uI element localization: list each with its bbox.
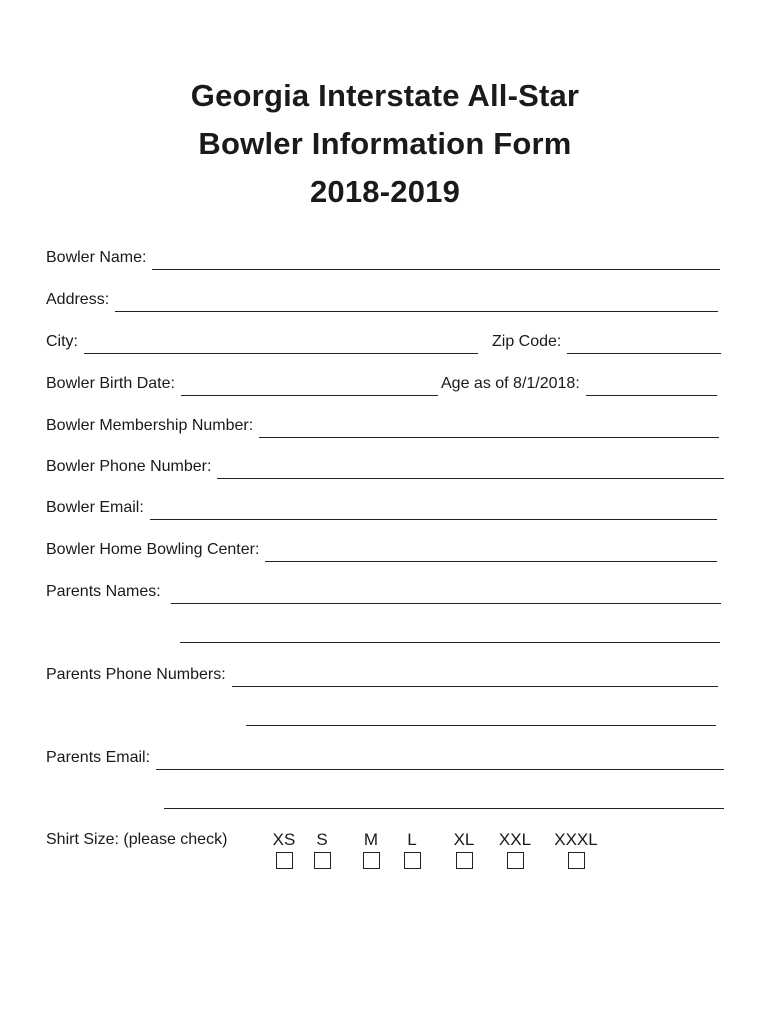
parents-phone-row [46, 663, 718, 687]
birth-date-field[interactable] [181, 374, 438, 396]
address-label: Address: [46, 291, 110, 308]
parents-email-label: Parents Email: [46, 749, 151, 766]
parents-names-field[interactable] [171, 582, 721, 604]
shirt-size-option-l [392, 829, 432, 869]
age-label: Age as of 8/1/2018: [441, 375, 580, 392]
shirt-size-option-xl [444, 829, 484, 869]
shirt-size-l-label: L [407, 830, 417, 849]
shirt-size-xxl-checkbox[interactable] [507, 852, 524, 869]
shirt-size-xl-label: XL [453, 830, 475, 849]
shirt-size-option-xxxl [548, 829, 604, 869]
parents-phone-field-line-2[interactable] [246, 704, 716, 726]
membership-number-label: Bowler Membership Number: [46, 417, 254, 434]
shirt-size-xxl-label: XXL [498, 830, 532, 849]
title-line-2: Bowler Information Form [198, 126, 572, 161]
city-field[interactable] [84, 332, 478, 354]
shirt-size-option-m [351, 829, 391, 869]
bowler-name-label: Bowler Name: [46, 249, 147, 266]
shirt-size-option-s [302, 829, 342, 869]
address-row [46, 288, 718, 312]
home-center-label: Bowler Home Bowling Center: [46, 541, 260, 558]
zip-code-row [492, 330, 721, 354]
email-row [46, 496, 717, 520]
shirt-size-option-xxl [495, 829, 535, 869]
parents-email-field-line-2[interactable] [164, 787, 724, 809]
home-center-field[interactable] [265, 540, 717, 562]
age-row [441, 372, 717, 396]
parents-names-row [46, 580, 721, 604]
parents-names-field-line-2[interactable] [180, 621, 720, 643]
shirt-size-xl-checkbox[interactable] [456, 852, 473, 869]
shirt-size-xxxl-label: XXXL [554, 830, 598, 849]
bowler-name-row [46, 246, 720, 270]
bowler-name-field[interactable] [152, 248, 720, 270]
shirt-size-s-label: S [316, 830, 328, 849]
phone-number-label: Bowler Phone Number: [46, 458, 212, 475]
city-label: City: [46, 333, 78, 350]
email-label: Bowler Email: [46, 499, 144, 516]
parents-names-label: Parents Names: [46, 583, 161, 600]
age-field[interactable] [586, 374, 717, 396]
parents-phone-field[interactable] [232, 665, 718, 687]
membership-number-field[interactable] [259, 416, 719, 438]
birth-date-label: Bowler Birth Date: [46, 375, 175, 392]
phone-number-row [46, 455, 724, 479]
parents-email-field[interactable] [156, 748, 724, 770]
phone-number-field[interactable] [217, 457, 724, 479]
shirt-size-m-label: M [363, 830, 379, 849]
title-line-1: Georgia Interstate All-Star [190, 78, 580, 113]
parents-phone-label: Parents Phone Numbers: [46, 666, 226, 683]
shirt-size-label: Shirt Size: (please check) [46, 831, 228, 848]
home-center-row [46, 538, 717, 562]
city-row [46, 330, 478, 354]
address-field[interactable] [115, 290, 718, 312]
parents-email-row [46, 746, 724, 770]
shirt-size-section [46, 829, 726, 879]
shirt-size-option-xs [264, 829, 304, 869]
zip-code-field[interactable] [567, 332, 721, 354]
membership-number-row [46, 414, 719, 438]
title-line-3: 2018-2019 [309, 174, 461, 209]
shirt-size-xs-checkbox[interactable] [276, 852, 293, 869]
zip-code-label: Zip Code: [492, 333, 562, 350]
shirt-size-m-checkbox[interactable] [363, 852, 380, 869]
shirt-size-xxxl-checkbox[interactable] [568, 852, 585, 869]
birth-date-row [46, 372, 438, 396]
shirt-size-s-checkbox[interactable] [314, 852, 331, 869]
email-field[interactable] [150, 498, 717, 520]
shirt-size-xs-label: XS [272, 830, 296, 849]
shirt-size-l-checkbox[interactable] [404, 852, 421, 869]
